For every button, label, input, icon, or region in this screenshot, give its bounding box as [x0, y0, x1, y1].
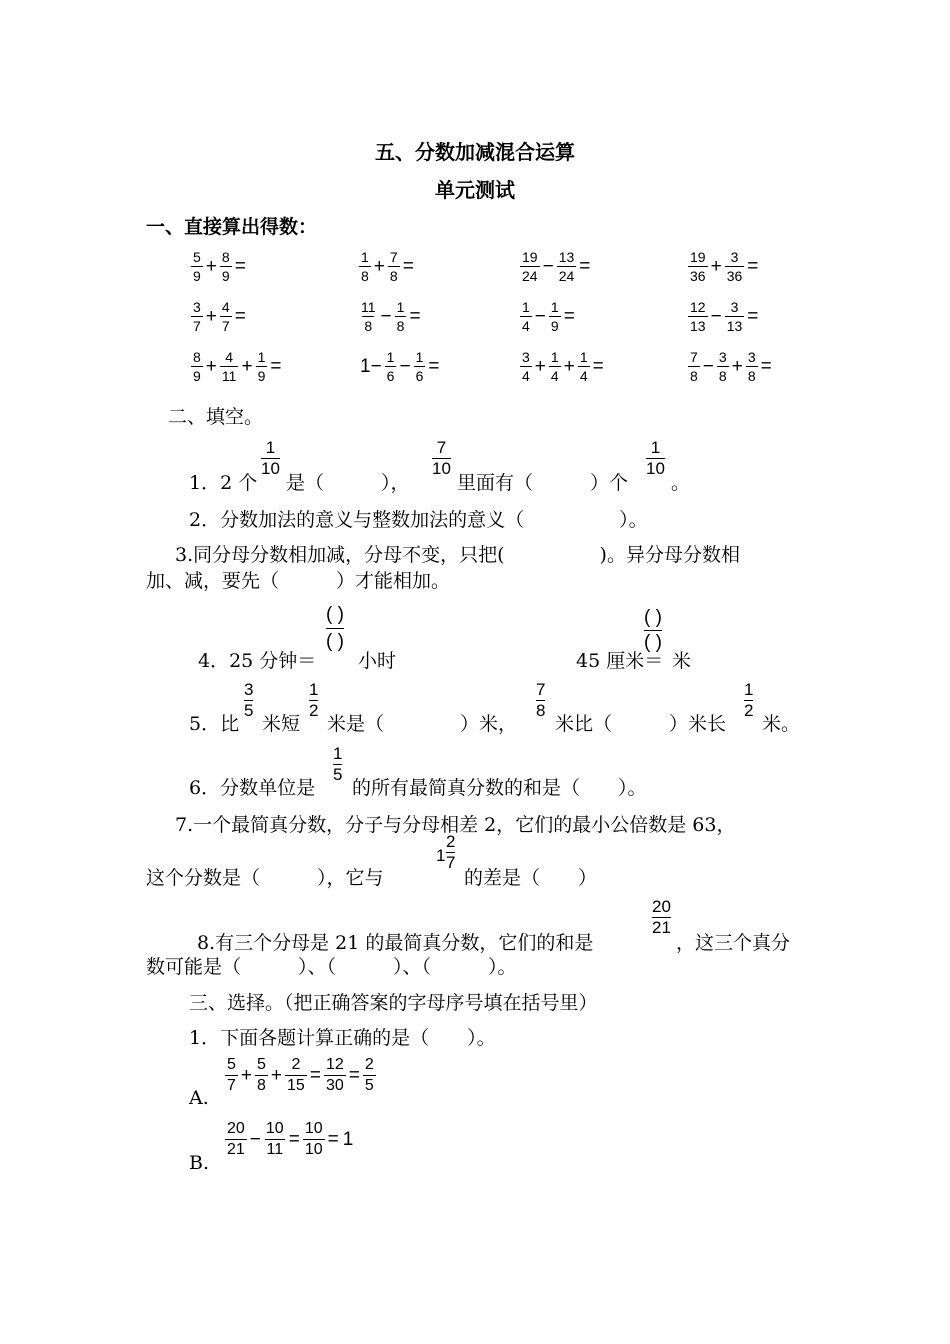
fraction: [220, 298, 232, 335]
q7-text-b: 的差是（ ）: [464, 867, 598, 889]
option-b-expression: [224, 1119, 355, 1160]
fraction-denominator: 13: [690, 318, 706, 334]
equals-sign: =: [563, 305, 575, 327]
fraction-denominator: 4: [550, 368, 559, 384]
fraction-denominator: 11: [266, 1141, 284, 1158]
calc-problem: [687, 248, 760, 285]
fraction-denominator: 9: [550, 318, 559, 334]
fraction-denominator: 8: [536, 701, 546, 720]
operator: 1−: [360, 355, 382, 377]
fraction-denominator: 9: [257, 368, 266, 384]
option-a-label: A.: [189, 1087, 209, 1109]
fraction-denominator: 10: [304, 1141, 323, 1158]
fraction-numerator: 1: [396, 299, 405, 315]
fraction: [520, 348, 532, 385]
q3-line2: 加、减，要先（ ）才能相加。: [146, 570, 451, 592]
fraction-numerator: 10: [265, 1120, 284, 1137]
operator: +: [373, 255, 385, 277]
operator: +: [241, 355, 253, 377]
fraction-denominator: 15: [287, 1077, 305, 1094]
option-b-label: B.: [189, 1152, 210, 1174]
fraction-denominator: 8: [690, 368, 698, 384]
fraction: [264, 1119, 286, 1160]
fraction-denominator: 6: [415, 368, 424, 384]
fraction-numerator: 1: [415, 349, 424, 365]
fraction-denominator: 7: [227, 1077, 236, 1094]
fraction: [688, 298, 708, 335]
operator: −: [399, 355, 411, 377]
fraction: [717, 348, 729, 385]
fraction-numerator: 3: [730, 249, 739, 265]
equals-sign: =: [592, 355, 604, 377]
q1-fraction-2: [432, 438, 451, 479]
q8-line1-b: ，这三个真分: [676, 932, 791, 954]
fraction: [225, 1119, 247, 1160]
q1-text-d: 。: [671, 472, 691, 494]
fraction-numerator-blank: ( ): [326, 604, 344, 625]
calc-problem: [687, 348, 774, 385]
fraction-denominator: 24: [522, 268, 538, 284]
fraction: [220, 348, 239, 385]
fraction-numerator: 8: [193, 349, 201, 365]
fraction-numerator: 20: [652, 897, 671, 916]
q6-text-b: 的所有最简真分数的和是（ ）。: [352, 777, 647, 799]
calc-problem: [358, 348, 441, 385]
q6-fraction: [333, 744, 342, 785]
fraction-numerator: 7: [690, 349, 698, 365]
q1-text-b: 是（ ），: [286, 472, 410, 494]
operator: +: [205, 255, 217, 277]
fraction-numerator: 1: [309, 680, 319, 699]
fraction-denominator: 24: [558, 268, 575, 284]
fraction-numerator: 2: [446, 832, 456, 851]
fraction-numerator: 4: [225, 349, 234, 365]
q7-mixed-number-whole: 1: [436, 846, 446, 865]
fraction-denominator: 13: [726, 318, 743, 334]
fraction: [688, 248, 708, 285]
equals-sign: =: [760, 355, 772, 377]
fraction: [324, 1055, 346, 1096]
calc-problem: [190, 298, 248, 335]
fraction-numerator: 1: [333, 744, 343, 763]
fraction-denominator: 10: [261, 459, 280, 478]
fraction-numerator: 3: [244, 680, 254, 699]
operator: −: [542, 255, 554, 277]
fraction-denominator: 9: [193, 368, 201, 384]
fraction-denominator: 8: [718, 368, 727, 384]
q4-text-c: 45 厘米＝: [576, 650, 664, 672]
fraction-denominator: 21: [652, 918, 671, 937]
calc-problem: [190, 348, 283, 385]
operator: +: [731, 355, 743, 377]
page-subtitle: 单元测试: [435, 178, 515, 202]
calc-problem: [519, 348, 606, 385]
fraction: [191, 348, 203, 385]
q5-text-c: 米是（ ）米，: [327, 713, 518, 735]
fraction-numerator: 1: [579, 349, 588, 365]
q7-fraction: [446, 832, 455, 873]
calc-problem: [687, 298, 760, 335]
fraction-numerator: 1: [361, 249, 369, 265]
q8-fraction: [652, 897, 671, 938]
fraction: [520, 298, 532, 335]
fraction-denominator: 21: [227, 1141, 245, 1158]
operator: 1: [342, 1128, 354, 1150]
q8-line2: 数可能是（ ）、（ ）、（ ）。: [146, 956, 517, 978]
fraction-denominator: 5: [244, 701, 254, 720]
q1-text-a: 1．2 个: [189, 472, 258, 494]
equals-sign: =: [234, 255, 246, 277]
operator: −: [710, 305, 722, 327]
fraction-numerator-blank: ( ): [644, 607, 662, 628]
q5-text-d: 米比（ ）米长: [555, 713, 727, 735]
equals-sign: =: [579, 255, 591, 277]
fraction-denominator: 8: [257, 1077, 266, 1094]
fraction-denominator: 6: [386, 368, 395, 384]
fraction: [557, 248, 577, 285]
operator: +: [240, 1064, 253, 1086]
operator: +: [563, 355, 575, 377]
fraction-numerator: 1: [744, 680, 754, 699]
fraction: [363, 1055, 376, 1096]
q5-fraction-2: [309, 680, 318, 721]
q1-text-c: 里面有（ ）个: [457, 472, 629, 494]
operator: −: [249, 1128, 261, 1150]
equals-sign: =: [409, 305, 421, 327]
fraction: [688, 348, 700, 385]
q4-text-b: 小时: [358, 650, 397, 672]
equals-sign: =: [747, 305, 759, 327]
fraction-denominator: 30: [325, 1077, 344, 1094]
q5-text-a: 5．比: [189, 713, 240, 735]
fraction-denominator: 5: [333, 765, 343, 784]
q5-fraction-1: [244, 680, 253, 721]
fraction-denominator: 7: [193, 318, 201, 334]
fraction: [520, 248, 540, 285]
fraction-denominator: 4: [522, 318, 530, 334]
fraction-numerator: 3: [730, 299, 739, 315]
fraction-numerator: 7: [536, 680, 546, 699]
equals-sign: =: [348, 1064, 360, 1086]
fraction-numerator: 5: [193, 249, 201, 265]
equals-sign: =: [270, 355, 282, 377]
fraction: [359, 248, 371, 285]
fraction-numerator: 1: [386, 349, 395, 365]
q6-text-a: 6．分数单位是: [189, 777, 316, 799]
equals-sign: =: [309, 1064, 321, 1086]
q7-text-a: 这个分数是（ ），它与: [146, 867, 384, 889]
q2-text: 2．分数加法的意义与整数加法的意义（ ）。: [189, 509, 648, 531]
fraction-denominator: 7: [221, 318, 230, 334]
section1-heading: 一、直接算出得数：: [146, 216, 318, 238]
fraction-denominator: 10: [646, 459, 665, 478]
fraction-denominator: 10: [432, 459, 451, 478]
fraction: [395, 298, 407, 335]
fraction-numerator: 19: [690, 249, 706, 265]
fraction-denominator: 8: [396, 318, 405, 334]
fraction-numerator: 2: [364, 1056, 374, 1073]
fraction-numerator: 2: [291, 1056, 301, 1073]
fraction-denominator: 11: [221, 368, 237, 384]
operator: +: [270, 1064, 283, 1086]
q4-fraction-1: [326, 602, 344, 655]
operator: −: [380, 305, 392, 327]
q3-line1: 3.同分母分数相加减，分母不变，只把( )。异分母分数相: [175, 544, 740, 566]
fraction-denominator: 36: [690, 268, 706, 284]
equals-sign: =: [402, 255, 414, 277]
calc-problem: [190, 248, 248, 285]
fraction-numerator: 4: [221, 299, 230, 315]
option-a-expression: [224, 1055, 377, 1096]
operator: +: [710, 255, 722, 277]
fraction-numerator: 5: [257, 1056, 266, 1073]
fraction: [725, 298, 745, 335]
fraction: [725, 248, 745, 285]
fraction: [191, 298, 203, 335]
fraction: [549, 348, 561, 385]
fraction-numerator: 1: [257, 349, 266, 365]
q4-text-d: 米: [672, 650, 692, 672]
q5-fraction-3: [536, 680, 545, 721]
fraction-numerator: 12: [325, 1056, 344, 1073]
fraction-numerator: 19: [522, 249, 538, 265]
fraction: [578, 348, 590, 385]
fraction-numerator: 11: [361, 299, 376, 315]
fraction-denominator-blank: ( ): [326, 628, 344, 655]
calc-problem: [519, 298, 577, 335]
section2-heading: 二、填空。: [168, 406, 264, 428]
fraction-numerator: 12: [690, 299, 706, 315]
fraction: [414, 348, 426, 385]
fraction: [220, 248, 232, 285]
operator: +: [205, 305, 217, 327]
fraction: [388, 248, 400, 285]
fraction-numerator: 3: [747, 349, 756, 365]
fraction: [191, 248, 203, 285]
equals-sign: =: [327, 1128, 339, 1150]
operator: −: [534, 305, 546, 327]
fraction-numerator: 3: [522, 349, 530, 365]
fraction: [303, 1119, 325, 1160]
q4-fraction-2: [644, 606, 662, 655]
q1-fraction-1: [261, 438, 280, 479]
fraction-denominator: 9: [193, 268, 201, 284]
fraction-numerator: 7: [389, 249, 398, 265]
fraction-denominator: 4: [579, 368, 588, 384]
s3-q1-text: 1．下面各题计算正确的是（ ）。: [189, 1027, 496, 1049]
fraction-numerator: 3: [193, 299, 201, 315]
fraction: [256, 348, 268, 385]
q5-text-e: 米。: [762, 713, 801, 735]
fraction-denominator: 8: [361, 268, 369, 284]
fraction-denominator: 8: [364, 318, 373, 334]
fraction-denominator: 36: [726, 268, 743, 284]
fraction-numerator: 1: [265, 438, 276, 457]
fraction-denominator: 8: [389, 268, 398, 284]
fraction-denominator: 8: [747, 368, 756, 384]
section3-heading: 三、选择。（把正确答案的字母序号填在括号里）: [189, 992, 598, 1014]
operator: +: [205, 355, 217, 377]
fraction: [359, 298, 378, 335]
fraction-numerator: 1: [550, 299, 559, 315]
fraction: [285, 1055, 307, 1096]
calc-problem: [358, 248, 416, 285]
fraction-numerator: 1: [650, 438, 661, 457]
fraction-denominator: 2: [744, 701, 754, 720]
fraction-numerator: 3: [718, 349, 727, 365]
fraction-denominator: 5: [364, 1077, 374, 1094]
fraction-denominator: 9: [221, 268, 230, 284]
fraction-numerator: 13: [558, 249, 575, 265]
fraction-denominator: 2: [309, 701, 319, 720]
operator: +: [534, 355, 546, 377]
fraction: [549, 298, 561, 335]
q4-text-a: 4．25 分钟＝: [198, 650, 317, 672]
fraction: [225, 1055, 238, 1096]
equals-sign: =: [288, 1128, 300, 1150]
fraction-denominator: 7: [446, 853, 456, 872]
page-title: 五、分数加减混合运算: [375, 140, 575, 164]
fraction-numerator: 5: [227, 1056, 236, 1073]
calc-problem: [358, 298, 423, 335]
calc-problem: [519, 248, 592, 285]
fraction: [746, 348, 758, 385]
fraction: [255, 1055, 268, 1096]
fraction-numerator: 20: [227, 1120, 245, 1137]
q1-fraction-3: [646, 438, 665, 479]
q7-line1: 7.一个最简真分数，分子与分母相差 2，它们的最小公倍数是 63，: [175, 814, 736, 836]
equals-sign: =: [428, 355, 440, 377]
fraction-numerator: 1: [550, 349, 559, 365]
fraction-denominator: 4: [522, 368, 530, 384]
fraction-denominator-blank: ( ): [644, 632, 662, 653]
q5-fraction-4: [744, 680, 753, 721]
q8-line1-a: 8.有三个分母是 21 的最简真分数，它们的和是: [197, 932, 594, 954]
operator: −: [702, 355, 714, 377]
fraction: [385, 348, 397, 385]
q5-text-b: 米短: [262, 713, 301, 735]
fraction-numerator: 1: [522, 299, 530, 315]
fraction-numerator: 8: [221, 249, 230, 265]
fraction-numerator: 7: [436, 438, 447, 457]
equals-sign: =: [234, 305, 246, 327]
equals-sign: =: [747, 255, 759, 277]
fraction-numerator: 10: [304, 1120, 323, 1137]
